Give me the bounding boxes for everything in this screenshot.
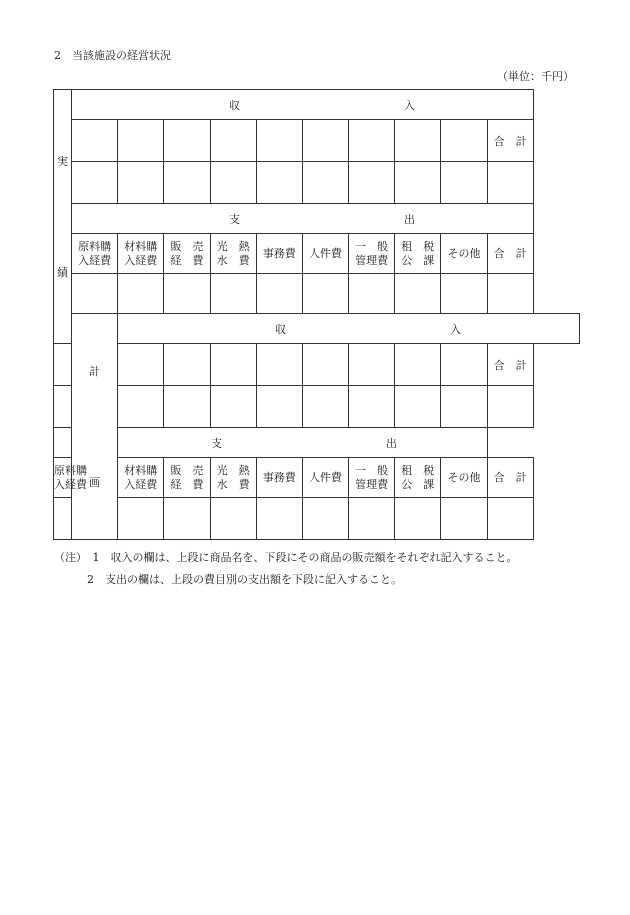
income-item-cell[interactable] (302, 344, 348, 386)
income-amount-cell[interactable] (256, 162, 302, 204)
income-item-cell[interactable] (256, 344, 302, 386)
side-label-top: 計 (89, 365, 101, 378)
income-item-cell[interactable] (441, 120, 487, 162)
section-side-label (72, 314, 118, 540)
expense-column-label: 材料購 入経費 (118, 458, 164, 498)
income-item-cell[interactable] (441, 344, 487, 386)
expense-amount-cell[interactable] (487, 498, 533, 540)
income-total-cell[interactable] (487, 162, 533, 204)
expense-column-label: 合 計 (487, 458, 533, 498)
income-item-cell[interactable] (210, 344, 256, 386)
expense-amount-cell[interactable] (349, 498, 395, 540)
expense-amount-cell[interactable] (210, 498, 256, 540)
income-amount-cell[interactable] (210, 386, 256, 428)
income-header: 収 入 (72, 90, 534, 120)
notes (54, 547, 518, 591)
side-label-bottom: 画 (89, 476, 101, 489)
expense-column-label: 光 熱 水 費 (210, 458, 256, 498)
income-item-cell[interactable] (256, 120, 302, 162)
income-amount-cell[interactable] (118, 162, 164, 204)
expense-column-label: 人件費 (302, 458, 348, 498)
income-amount-cell[interactable] (164, 386, 210, 428)
income-amount-cell[interactable] (349, 162, 395, 204)
expense-amount-cell[interactable] (487, 274, 533, 314)
note-row-2 (54, 569, 518, 591)
side-label-top: 実 (57, 155, 68, 168)
expense-column-label: 事務費 (256, 458, 302, 498)
expense-column-label: 一 般 管理費 (349, 458, 395, 498)
expense-amount-cell[interactable] (118, 274, 164, 314)
expense-column-label: その他 (441, 234, 487, 274)
expense-amount-cell[interactable] (349, 274, 395, 314)
side-label-bottom: 績 (57, 266, 68, 279)
income-amount-cell[interactable] (164, 162, 210, 204)
expense-column-label: 光 熱 水 費 (210, 234, 256, 274)
income-amount-cell[interactable] (54, 386, 72, 428)
expense-amount-cell[interactable] (72, 274, 118, 314)
income-item-cell[interactable] (349, 120, 395, 162)
expense-column-label: 材料購 入経費 (118, 234, 164, 274)
income-amount-cell[interactable] (72, 162, 118, 204)
expense-column-label: 事務費 (256, 234, 302, 274)
expense-column-label: 租 税 公 課 (395, 458, 441, 498)
income-amount-cell[interactable] (349, 386, 395, 428)
income-item-cell[interactable] (54, 344, 72, 386)
expense-amount-cell[interactable] (302, 498, 348, 540)
expense-amount-cell[interactable] (256, 274, 302, 314)
expense-amount-cell[interactable] (210, 274, 256, 314)
note-number: 2 (87, 573, 94, 586)
expense-amount-cell[interactable] (164, 498, 210, 540)
income-amount-cell[interactable] (441, 386, 487, 428)
income-item-cell[interactable] (395, 344, 441, 386)
expense-column-label: 租 税 公 課 (395, 234, 441, 274)
expense-column-label: 原料購 入経費 (72, 234, 118, 274)
income-item-cell[interactable] (349, 344, 395, 386)
expense-column-label: 人件費 (302, 234, 348, 274)
section-side-label (54, 90, 72, 344)
income-amount-cell[interactable] (302, 386, 348, 428)
expense-amount-cell[interactable] (441, 274, 487, 314)
income-amount-cell[interactable] (395, 162, 441, 204)
income-amount-cell[interactable] (256, 386, 302, 428)
income-header: 収 入 (118, 314, 580, 344)
expense-header: 支 出 (72, 204, 534, 234)
income-item-cell[interactable] (164, 344, 210, 386)
expense-amount-cell[interactable] (54, 498, 72, 540)
income-item-cell[interactable] (302, 120, 348, 162)
expense-column-label: 合 計 (487, 234, 533, 274)
business-status-table (53, 89, 580, 540)
income-item-cell[interactable] (118, 120, 164, 162)
expense-amount-cell[interactable] (302, 274, 348, 314)
unit-label: （単位：千円） (497, 70, 574, 83)
income-item-cell[interactable] (118, 344, 164, 386)
income-item-cell[interactable] (210, 120, 256, 162)
note-prefix: （注） (54, 551, 82, 564)
expense-column-label: 一 般 管理費 (349, 234, 395, 274)
income-item-cell[interactable] (72, 120, 118, 162)
expense-amount-cell[interactable] (164, 274, 210, 314)
income-amount-cell[interactable] (118, 386, 164, 428)
income-item-cell[interactable] (164, 120, 210, 162)
note-row-1 (54, 547, 518, 569)
expense-column-label: 販 売 経 費 (164, 458, 210, 498)
expense-header: 支 出 (54, 428, 488, 458)
expense-column-label: 販 売 経 費 (164, 234, 210, 274)
income-total-label: 合 計 (487, 344, 533, 386)
expense-amount-cell[interactable] (441, 498, 487, 540)
income-amount-cell[interactable] (441, 162, 487, 204)
expense-amount-cell[interactable] (256, 498, 302, 540)
income-total-cell[interactable] (487, 386, 533, 428)
income-amount-cell[interactable] (302, 162, 348, 204)
expense-amount-cell[interactable] (395, 498, 441, 540)
section-title: 2 当該施設の経営状況 (54, 49, 171, 62)
note-text: 収入の欄は、上段に商品名を、下段にその商品の販売額をそれぞれ記入すること。 (110, 551, 518, 564)
expense-amount-cell[interactable] (118, 498, 164, 540)
income-total-label: 合 計 (487, 120, 533, 162)
note-text: 支出の欄は、上段の費目別の支出額を下段に記入すること。 (105, 573, 402, 586)
income-item-cell[interactable] (395, 120, 441, 162)
income-amount-cell[interactable] (395, 386, 441, 428)
expense-column-label: その他 (441, 458, 487, 498)
note-number: 1 (92, 551, 100, 564)
income-amount-cell[interactable] (210, 162, 256, 204)
expense-column-label: 原料購 入経費 (54, 458, 72, 498)
expense-amount-cell[interactable] (395, 274, 441, 314)
